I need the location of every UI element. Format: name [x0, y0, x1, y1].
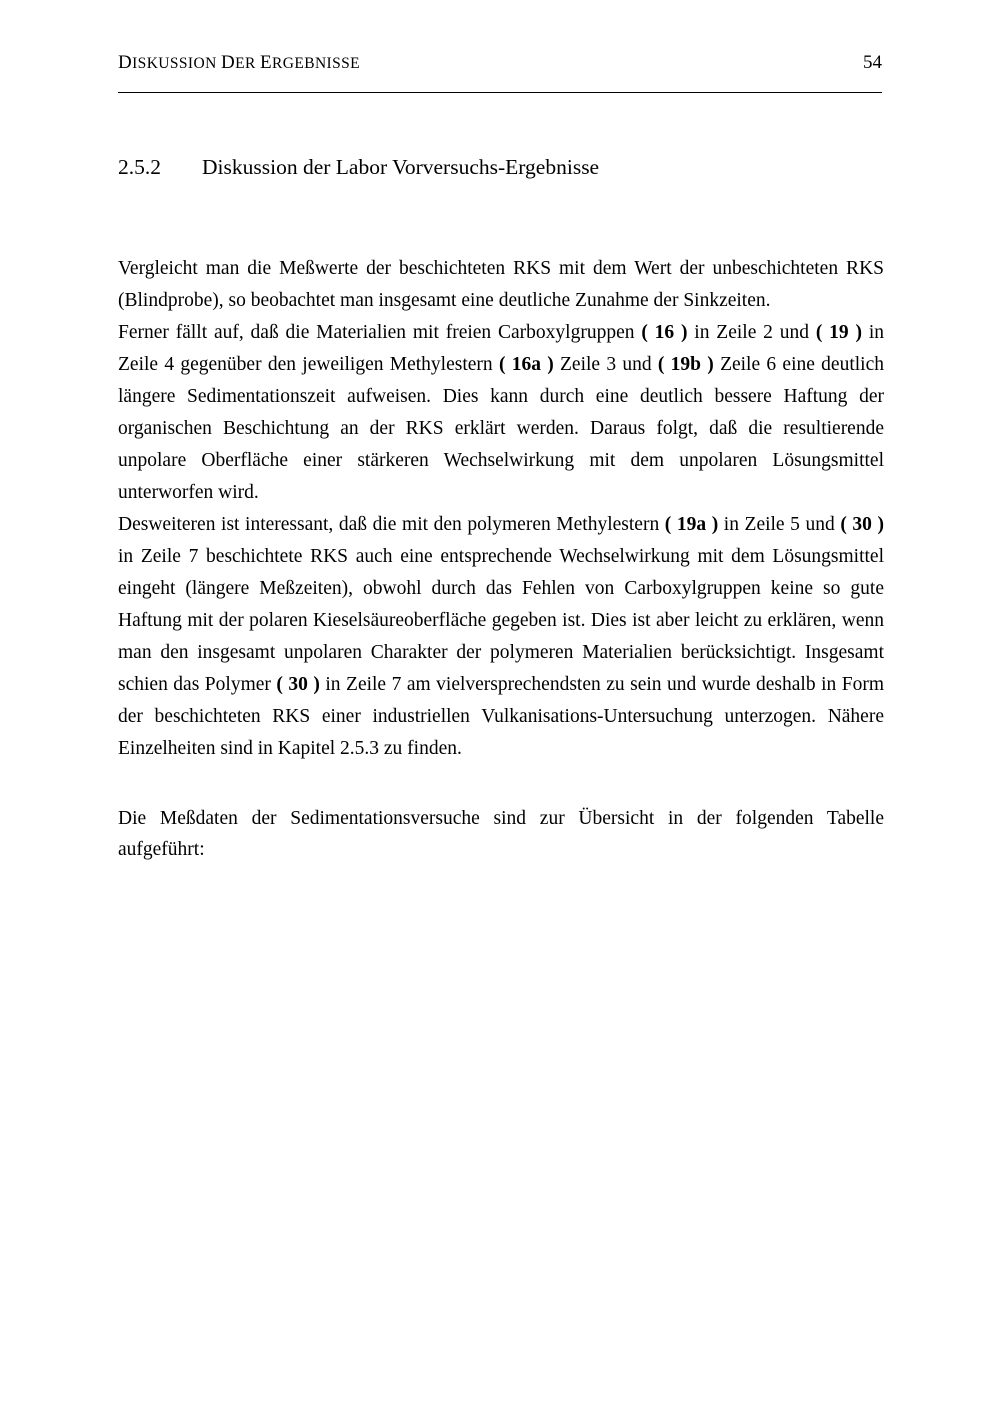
- p2-seg-b: in Zeile 2 und: [687, 321, 816, 343]
- page-header: [118, 52, 882, 74]
- compound-ref-16a: ( 16a ): [498, 353, 554, 375]
- p2-seg-d: Zeile 3 und: [553, 353, 658, 375]
- p2-seg-c: in Zeile 4 gegenüber den jeweiligen Methylestern: [118, 321, 884, 375]
- paragraph-3: [118, 509, 884, 765]
- p3-seg-c: in Zeile 7 beschichtete RKS auch eine entsprechende Wechselwirkung mit dem Lösungsmittel eingeht (längere Meßzeiten), obwohl durch das Fehlen von Carboxylgruppen keine so gute Haftung mit der polaren Kieselsäureoberfläche gegeben ist. Dies ist aber leicht zu erklären, wenn man den insgesamt unpolaren Charakter der polymeren Materialien berücksichtigt. Insgesamt schien das Polymer: [118, 545, 884, 695]
- compound-ref-30: ( 30 ): [840, 513, 884, 535]
- header-divider: [118, 92, 882, 93]
- p2-seg-a: Ferner fällt auf, daß die Materialien mit freien Carboxylgruppen: [118, 321, 642, 343]
- p2-seg-e: Zeile 6 eine deutlich längere Sedimentationszeit aufweisen. Dies kann durch eine deutlich bessere Haftung der organischen Beschichtung an der RKS erklärt werden. Daraus folgt, daß die resultierende unpolare Oberfläche einer stärkeren Wechselwirkung mit dem unpolaren Lösungsmittel unterworfen wird.: [118, 353, 884, 503]
- section-number: 2.5.2: [118, 155, 161, 179]
- paragraph-1: [118, 253, 884, 317]
- compound-ref-19b: ( 19b ): [657, 353, 714, 375]
- section-title: Diskussion der Labor Vorversuchs-Ergebnisse: [202, 155, 600, 179]
- compound-ref-19a: ( 19a ): [664, 513, 719, 535]
- compound-ref-19: ( 19 ): [815, 321, 862, 343]
- page-number: 54: [863, 52, 882, 73]
- p3-seg-d: in Zeile 7 am vielversprechendsten zu sein und wurde deshalb in Form der beschichteten RKS einer industriellen Vulkanisations-Untersuchung unterzogen. Nähere Einzelheiten sind in Kapitel 2.5.3 zu finden.: [118, 673, 885, 759]
- body-text: [118, 253, 884, 866]
- paragraph-1-text: Vergleicht man die Meßwerte der beschichteten RKS mit dem Wert der unbeschichteten RKS (Blindprobe), so beobachtet man insgesamt eine deutliche Zunahme der Sinkzeiten.: [118, 258, 884, 311]
- paragraph-4-text: Die Meßdaten der Sedimentationsversuche sind zur Übersicht in der folgenden Tabelle aufgeführt:: [118, 807, 884, 861]
- paragraph-4: [118, 803, 884, 867]
- compound-ref-16: ( 16 ): [641, 321, 688, 343]
- paragraph-2: [118, 317, 884, 509]
- compound-ref-30-second: ( 30 ): [276, 673, 320, 695]
- section-heading: [118, 155, 884, 180]
- p3-seg-a: Desweiteren ist interessant, daß die mit den polymeren Methylestern: [118, 513, 665, 535]
- p3-seg-b: in Zeile 5 und: [718, 513, 841, 535]
- running-header-title: DISKUSSION DER ERGEBNISSE: [118, 52, 361, 73]
- page-content: [118, 155, 884, 866]
